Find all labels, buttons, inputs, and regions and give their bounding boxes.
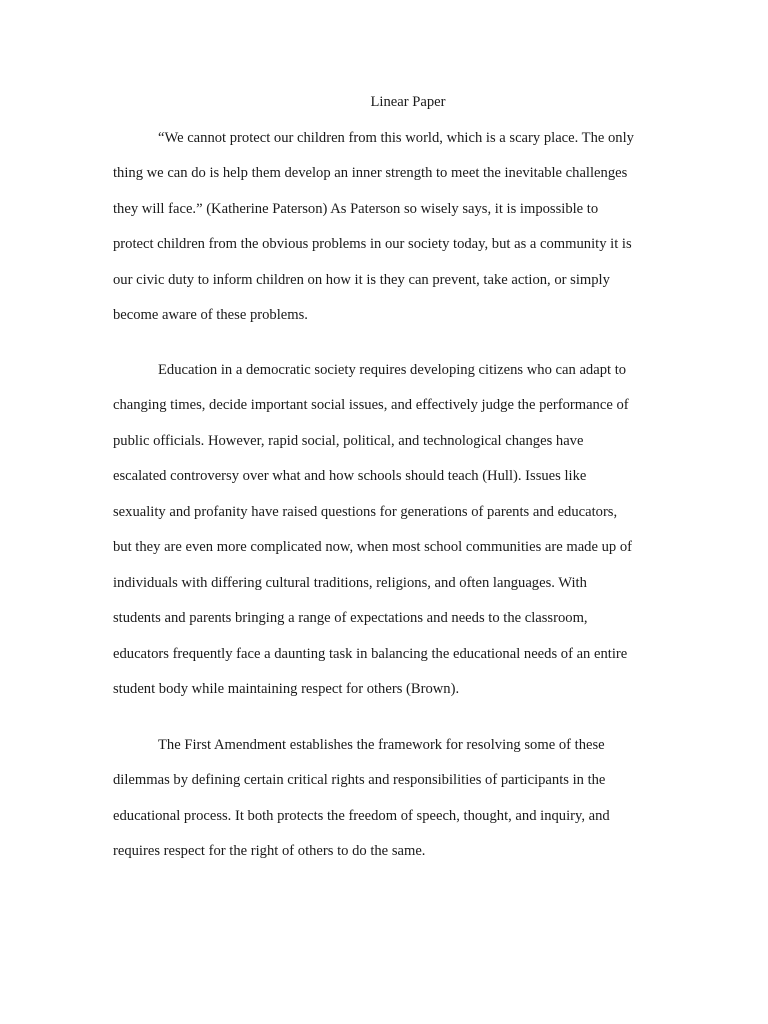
paragraph-1-line-5: our civic duty to inform children on how it is they can prevent, take action, or simply <box>113 272 610 288</box>
paragraph-1-line-3: they will face.” (Katherine Paterson) As Paterson so wisely says, it is impossible to <box>113 201 599 217</box>
paragraph-3-line-3: educational process. It both protects the freedom of speech, thought, and inquiry, and <box>113 808 610 824</box>
document-title: Linear Paper <box>370 94 446 110</box>
paragraph-2-line-4: escalated controversy over what and how schools should teach (Hull). Issues like <box>113 468 587 484</box>
paragraph-2-line-7: individuals with differing cultural traditions, religions, and often languages. With <box>113 575 587 591</box>
paragraph-2-line-6: but they are even more complicated now, when most school communities are made up of <box>113 539 633 555</box>
paragraph-1-line-1: “We cannot protect our children from this world, which is a scary place. The only <box>158 130 634 146</box>
paragraph-2-line-5: sexuality and profanity have raised questions for generations of parents and educators, <box>113 504 618 520</box>
paragraph-2-line-3: public officials. However, rapid social, political, and technological changes have <box>113 433 584 449</box>
paragraph-2-line-9: educators frequently face a daunting task in balancing the educational needs of an entire <box>113 646 628 662</box>
paragraph-1-line-4: protect children from the obvious problems in our society today, but as a community it is <box>113 236 632 252</box>
paragraph-3-line-4: requires respect for the right of others to do the same. <box>113 843 426 859</box>
paragraph-2-line-1: Education in a democratic society requires developing citizens who can adapt to <box>158 362 627 378</box>
paragraph-1-line-6: become aware of these problems. <box>113 307 308 323</box>
paragraph-3-line-2: dilemmas by defining certain critical rights and responsibilities of participants in the <box>113 772 606 788</box>
paragraph-2-line-8: students and parents bringing a range of expectations and needs to the classroom, <box>113 610 588 626</box>
paragraph-3-line-1: The First Amendment establishes the framework for resolving some of these <box>158 737 605 753</box>
paragraph-2-line-2: changing times, decide important social issues, and effectively judge the performance of <box>113 397 629 413</box>
paragraph-1-line-2: thing we can do is help them develop an inner strength to meet the inevitable challenges <box>113 165 628 181</box>
paragraph-2-line-10: student body while maintaining respect for others (Brown). <box>113 681 460 697</box>
